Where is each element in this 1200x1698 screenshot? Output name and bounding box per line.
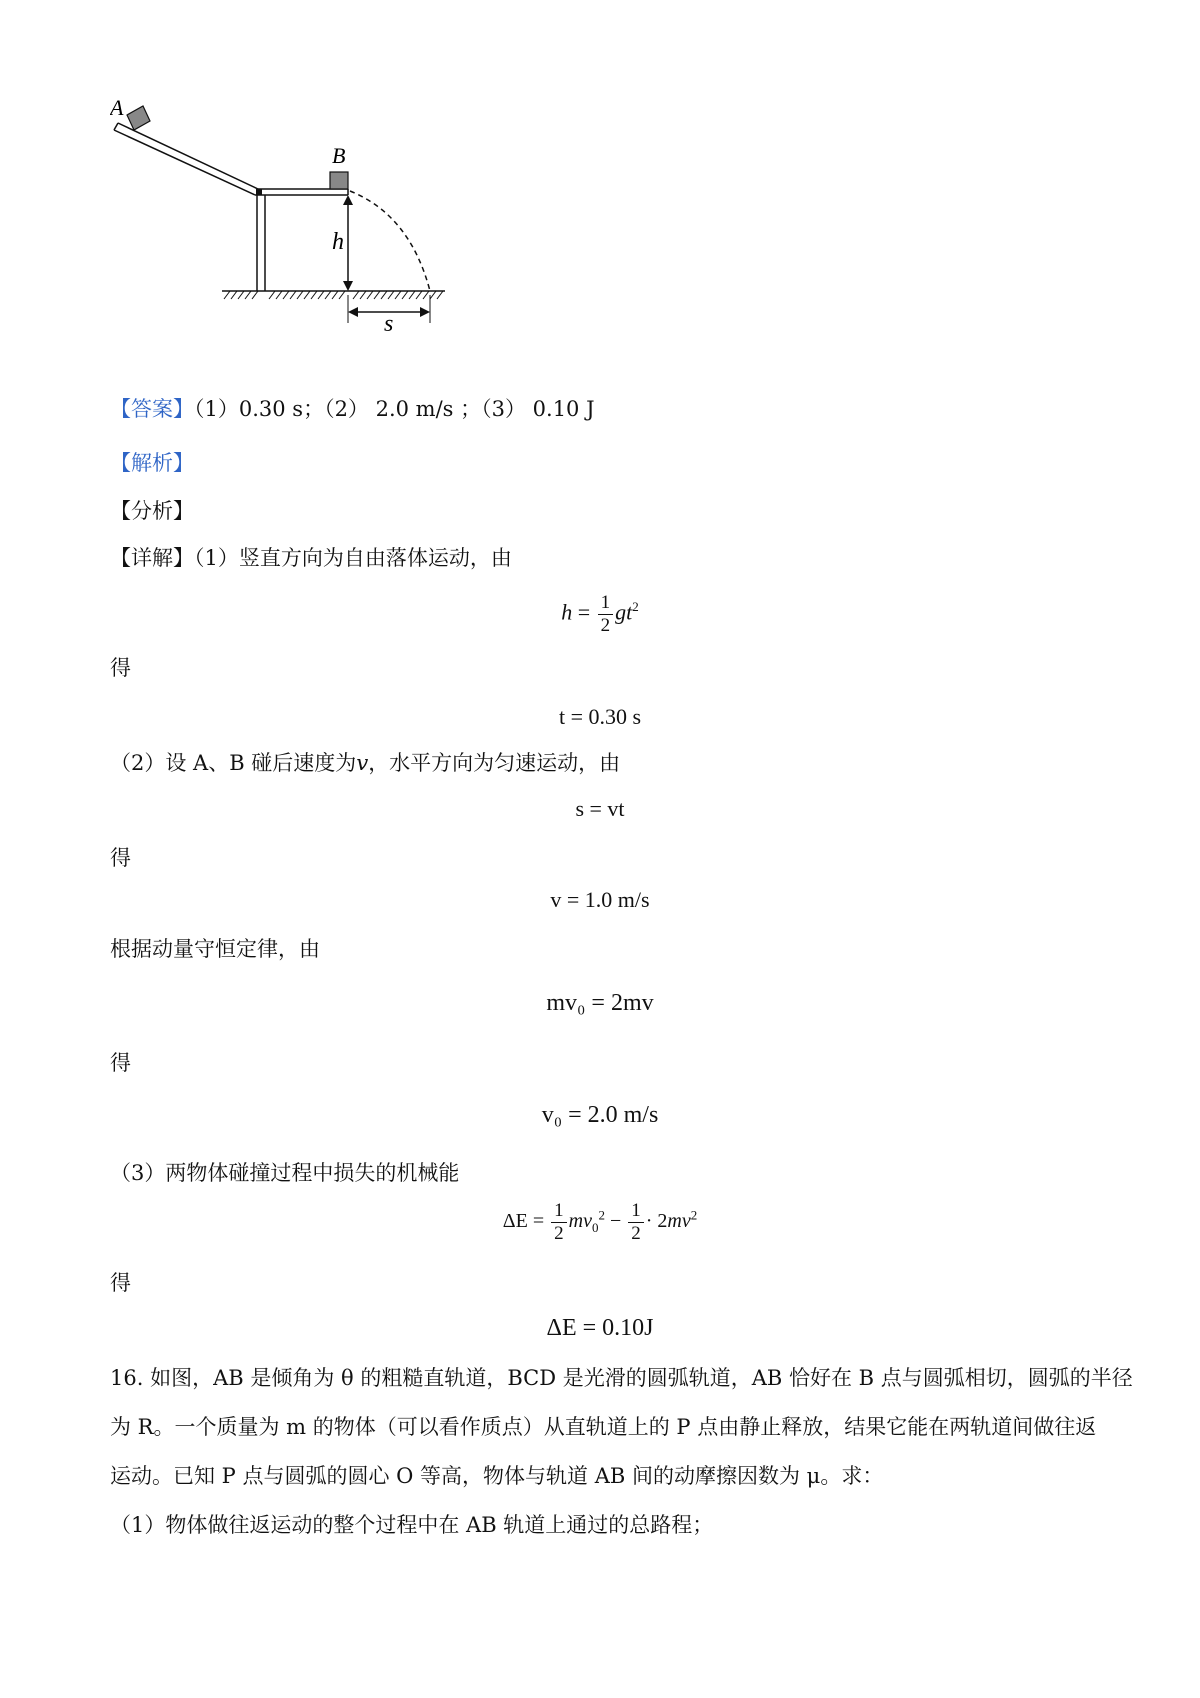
detail-p3: 根据动量守恒定律，由 [110,937,320,961]
analysis-tag: 【解析】 [110,451,194,475]
q16-sub-1: （1）物体做往返运动的整个过程中在 AB 轨道上通过的总路程； [110,1513,714,1537]
q16-line-2: 为 R。一个质量为 m 的物体（可以看作质点）从直轨道上的 P 点由静止释放，结果它能在两轨道间做往返 [110,1415,1097,1439]
equation-v0: v₀ = 2.0 m/s [541,1102,659,1128]
q16-line-1: 16. 如图，AB 是倾角为 θ 的粗糙直轨道，BCD 是光滑的圆弧轨道，AB 恰好在 B 点与圆弧相切，圆弧的半径 [110,1366,1133,1390]
detail-p4: （3）两物体碰撞过程中损失的机械能 [110,1161,460,1185]
equation-delta-e-result: ΔE = 0.10J [546,1315,654,1341]
fenxi-tag: 【分析】 [110,499,194,523]
de-2: 得 [110,846,131,870]
detail-p2: （2）设 A、B 碰后速度为v，水平方向为匀速运动，由 [110,751,621,775]
label-h: h [332,229,344,255]
de-4: 得 [110,1271,131,1295]
label-a: A [110,95,124,120]
de-3: 得 [110,1051,131,1075]
detail-p1: （1）竖直方向为自由落体运动，由 [194,546,512,570]
block-a [127,106,150,130]
physics-diagram [110,95,470,345]
de-1: 得 [110,656,131,680]
answer-text: （1）0.30 s；（2） 2.0 m/s ；（3） 0.10 J [194,397,595,421]
block-b [330,172,348,189]
equation-h: h = $\frac{1}{2}$ $gt^2$ [561,592,639,636]
answer-tag: 【答案】 [110,397,194,421]
answer-line [110,396,595,423]
q16-line-3: 运动。已知 P 点与圆弧的圆心 O 等高，物体与轨道 AB 间的动摩擦因数为 μ。求： [110,1464,884,1488]
equation-delta-e: ΔE = $\frac{1}{2}$ $mv_0^2$ − $\frac{1}{2}$ · $2mv^2$ [502,1200,698,1244]
label-b: B [332,143,346,168]
equation-t: t = 0.30 s [558,704,642,729]
equation-s: s = vt [575,796,625,821]
equation-momentum: mv₀ = 2mv [546,990,654,1016]
equation-v: v = 1.0 m/s [550,887,650,912]
detail-line-1 [110,545,512,572]
detail-tag: 【详解】 [110,546,194,570]
label-s: s [384,311,394,337]
